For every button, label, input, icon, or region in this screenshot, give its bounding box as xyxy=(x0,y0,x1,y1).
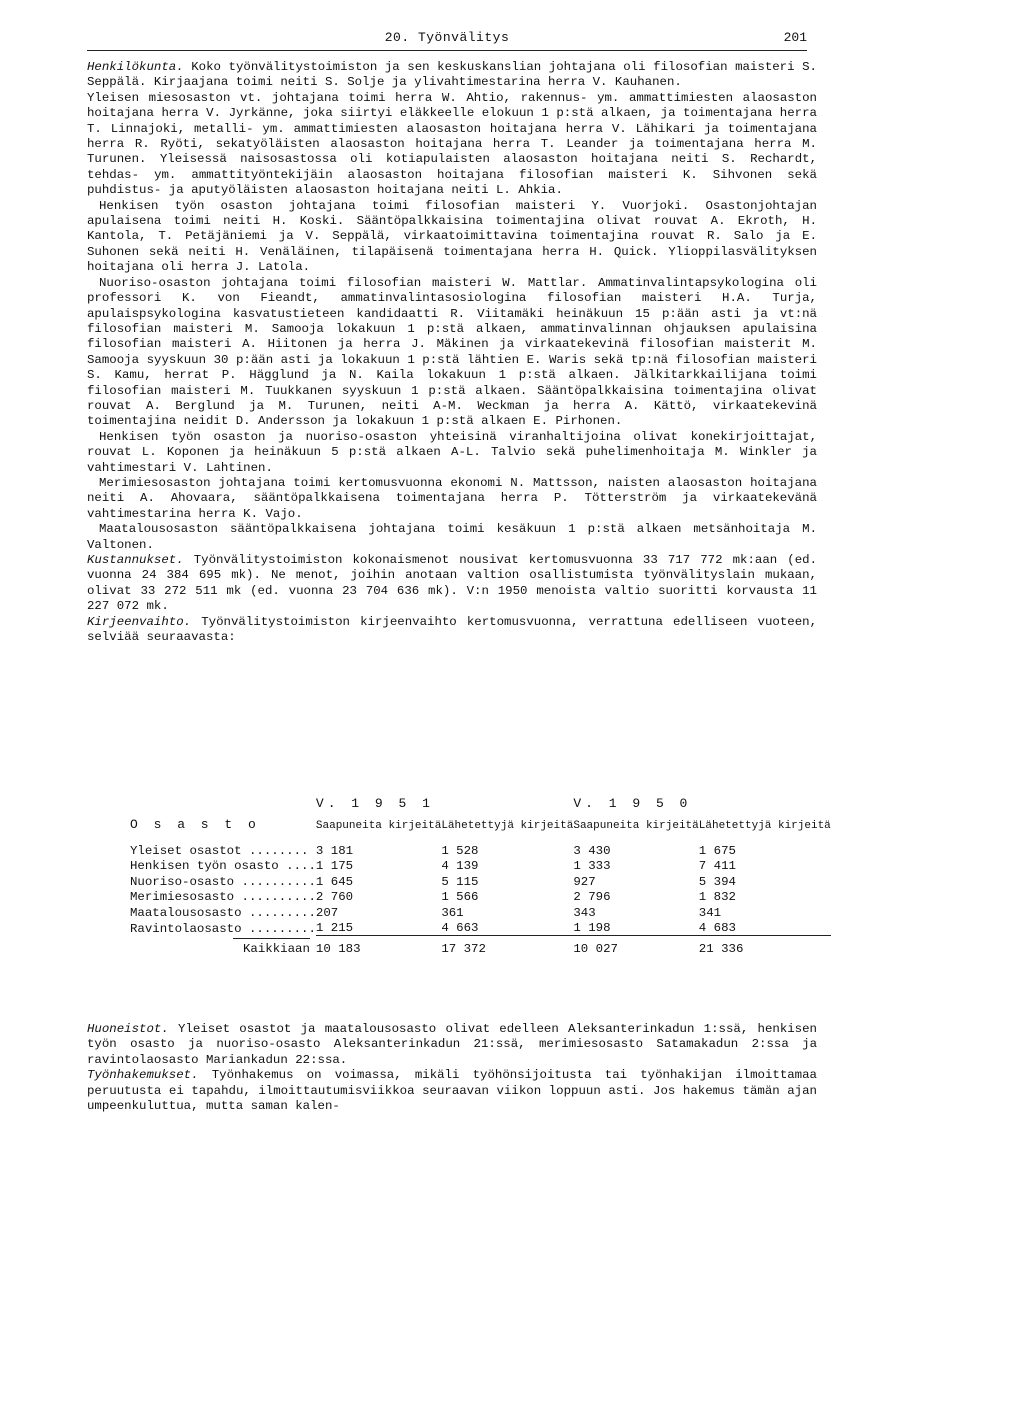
paragraph-lead: Huoneistot. xyxy=(87,1022,169,1036)
paragraph-yhteiset-viranhaltijat xyxy=(87,430,817,476)
paragraph-text: Yleisen miesosaston vt. johtajana toimi herra W. Ahtio, rakennus- ym. ammattimiesten alaosaston hoitajana herra V. Jyrkänne, joka siirtyi eläkkeelle elokuun 1 p:stä alkaen, ja toimentajana herra T. Linnajoki, metalli- ym. ammattimiesten alaosaston hoitajana herra V. Lähikari ja toimentajana herra R. Ryöti, sekatyöläisten alaosaston hoitajana herra T. Leander ja toimentajana herra M. Turunen. Yleisessä naisosastossa oli kotiapulaisten alaosaston hoitajana neiti S. Rechardt, tehdas- ym. ammattityöntekijäin alaosaston hoitajana filosofian maisteri K. Sihvonen sekä puhdistus- ja aputyöläisten alaosaston hoitajana neiti L. Ahkia. xyxy=(87,90,817,198)
dept-cell: Ravintolaosasto ......... xyxy=(130,921,316,936)
total-received-1951-cell: 10 183 xyxy=(316,936,441,956)
received-1951-cell: 1 215 xyxy=(315,921,354,935)
paragraph-text: Koko työnvälitystoimiston ja sen keskuskanslian johtajana oli filosofian maisteri S. Seppälä. Kirjaajana toimi neiti S. Solje ja ylivahtimestarina herra V. Kauhanen. xyxy=(87,60,817,90)
page-header xyxy=(87,26,807,51)
paragraph-text: Maatalousosaston sääntöpalkkaisena johtajana toimi kesäkuun 1 p:stä alkaen metsänhoitaja M. Valtonen. xyxy=(87,522,817,552)
table-row xyxy=(130,904,831,920)
received-1951-cell: 1 645 xyxy=(315,874,354,889)
paragraph-kirjeenvaihto xyxy=(87,615,817,646)
dept-cell: Merimiesosasto .......... xyxy=(130,890,316,904)
sent-1950-cell: 5 394 xyxy=(698,874,736,889)
paragraph-lead: Kustannukset. xyxy=(87,553,184,567)
table-spacer xyxy=(130,832,831,842)
paragraph-text: Työnvälitystoimiston kokonaismenot nousivat kertomusvuonna 33 717 772 mk:aan (ed. vuonna 24 384 695 mk). Ne menot, joihin anotaan valtion osallistumista työnvälityslain mukaan, olivat 33 272 511 mk (ed. vuonna 23 704 636 mk). V:n 1950 menoista valtio suoritti korvausta 11 227 072 mk. xyxy=(87,553,817,614)
total-label: Kaikkiaan xyxy=(233,938,310,956)
total-label-cell xyxy=(130,936,316,956)
running-title: 20. Työnvälitys xyxy=(384,30,510,45)
total-received-1950-cell: 10 027 xyxy=(573,936,698,956)
paragraph-text: Henkisen työn osaston johtajana toimi filosofian maisteri Y. Vuorjoki. Osastonjohtajan apulaisena toimi neiti H. Koski. Sääntöpalkkaisina toimentajina olivat rouvat A. Ekroth, H. Kantola, T. Petäjäniemi ja V. Seppälä, virkaatoimittavina toimentajina rouvat R. Salo ja E. Suhonen sekä neiti H. Venäläinen, tilapäisenä toimentajana herra H. Quick. Ylioppilasvälityksen hoitajana oli herra J. Latola. xyxy=(87,198,817,275)
received-1951-cell: 2 760 xyxy=(315,890,354,904)
received-1951-cell: 3 181 xyxy=(315,843,354,858)
paragraph-huoneistot xyxy=(87,1022,817,1068)
dept-column-header: O s a s t o xyxy=(130,817,260,832)
year-1951-header: V. 1 9 5 1 xyxy=(315,795,434,811)
sent-1951-cell: 4 663 xyxy=(441,921,479,935)
table-row xyxy=(130,920,831,936)
table-row xyxy=(130,842,831,858)
paragraph-tyonhakemukset xyxy=(87,1068,817,1114)
sent-1950-cell: 1 675 xyxy=(698,843,736,858)
paragraph-text: Nuoriso-osaston johtajana toimi filosofian maisteri W. Mattlar. Ammatinvalintapsykologina oli professori K. von Fieandt, ammatinvalintasosiologina filosofian maisteri H.A. Turja, apulaispsykologina kasvatustieteen kandidaatti R. Viitamäki heinäkuun 15 p:ään asti ja vt:nä filosofian maisteri M. Samooja lokakuun 1 p:stä alkaen, ammatinvalinnan ohjauksen apulaisina filosofian maisteri A. Hiitonen ja herra J. Mäkinen ja virkaatekevinä filosofian maisterit M. Samooja syyskuun 30 p:ään asti ja lokakuun 1 p:stä lähtien E. Waris sekä tp:nä filosofian maisteri S. Kamu, herrat P. Hägglund ja N. Kaila lokakuun 1 p:stä alkaen. Jälkitarkkailijana toimi filosofian maisteri M. Tuukkanen syyskuun 1 p:stä alkaen. Sääntöpalkkaisina toimentajina olivat rouvat A. Berglund ja M. Turunen, neiti A-M. Weckman ja herra A. Kättö, virkaatekevinä toimentajina neidit D. Andersson ja lokakuun 1 p:stä alkaen E. Pirhonen. xyxy=(87,275,817,429)
received-1950-cell: 3 430 xyxy=(573,843,611,858)
paragraph-kustannukset xyxy=(87,553,817,615)
paragraph-nuoriso-osasto xyxy=(87,276,817,430)
received-1950-cell: 1 333 xyxy=(573,859,611,873)
paragraph-lead: Henkilökunta. xyxy=(87,60,184,74)
paragraph-text: Merimiesosaston johtajana toimi kertomusvuonna ekonomi N. Mattsson, naisten alaosaston hoitajana neiti A. Ahovaara, sääntöpalkkaisena toimentajana herra P. Tötterström ja virkaatekevänä vahtimestarina herra K. Vajo. xyxy=(87,475,817,521)
paragraph-merimiesosasto xyxy=(87,476,817,522)
total-sent-1951-cell: 17 372 xyxy=(441,936,573,956)
paragraph-lead: Työnhakemukset. xyxy=(87,1068,199,1083)
stats-table xyxy=(130,795,831,956)
received-1951-header: Saapuneita kirjeitä xyxy=(315,820,442,832)
received-1951-cell: 1 175 xyxy=(315,859,354,873)
page-number: 201 xyxy=(783,30,807,45)
paragraph-henkilokunta xyxy=(87,60,817,91)
sent-1951-cell: 1 528 xyxy=(441,843,479,858)
paragraph-henkisen-tyon-osasto xyxy=(87,199,817,276)
received-1950-header: Saapuneita kirjeitä xyxy=(573,820,699,832)
sent-1951-cell: 361 xyxy=(441,905,464,920)
sent-1950-cell: 1 832 xyxy=(698,890,736,904)
dept-header-cell xyxy=(130,795,316,832)
sent-1950-cell: 4 683 xyxy=(698,921,736,935)
paragraph-text: Henkisen työn osaston ja nuoriso-osaston yhteisinä viranhaltijoina olivat konekirjoittajat, rouvat L. Koponen ja heinäkuun 5 p:stä alkaen A-L. Talvio sekä puhelimenhoitaja M. Winkler ja vahtimestari V. Lahtinen. xyxy=(87,429,817,475)
total-sent-1950-cell: 21 336 xyxy=(699,936,831,956)
table-row xyxy=(130,889,831,905)
table-row xyxy=(130,873,831,889)
table-year-header-row xyxy=(130,795,831,817)
received-1950-cell: 1 198 xyxy=(573,921,611,935)
sent-1950-cell: 341 xyxy=(698,905,722,920)
paragraph-yleinen-osasto xyxy=(87,91,817,199)
paragraph-text: Yleiset osastot ja maatalousosasto olivat edelleen Aleksanterinkadun 1:ssä, henkisen työn osasto ja nuoriso-osasto Aleksanterinkadun 21:ssä, merimiesosasto Satamakadun 2:ssa ja ravintolaosasto Mariankadun 22:ssa. xyxy=(87,1022,817,1067)
paragraph-text: Työnvälitystoimiston kirjeenvaihto kertomusvuonna, verrattuna edelliseen vuoteen, selviää seuraavasta: xyxy=(87,614,817,645)
year-1950-header: V. 1 9 5 0 xyxy=(573,795,692,811)
footer-text xyxy=(87,1022,817,1114)
dept-cell: Henkisen työn osasto .... xyxy=(130,859,316,873)
sent-1951-header: Lähetettyjä kirjeitä xyxy=(441,820,574,832)
table-total-row xyxy=(130,936,831,956)
paragraph-maatalousosasto xyxy=(87,522,817,553)
correspondence-table xyxy=(130,795,830,956)
dept-cell: Nuoriso-osasto .......... xyxy=(130,874,316,889)
sent-1951-cell: 5 115 xyxy=(441,874,479,889)
sent-1951-cell: 4 139 xyxy=(441,859,479,873)
received-1950-cell: 343 xyxy=(573,905,596,920)
sent-1950-cell: 7 411 xyxy=(698,859,736,873)
received-1951-cell: 207 xyxy=(315,905,339,920)
received-1950-cell: 927 xyxy=(573,874,596,889)
sent-1951-cell: 1 566 xyxy=(441,890,479,904)
received-1950-cell: 2 796 xyxy=(573,890,611,904)
dept-cell: Maatalousosasto ......... xyxy=(130,905,316,920)
dept-cell: Yleiset osastot ........ xyxy=(130,843,309,858)
sent-1950-header: Lähetettyjä kirjeitä xyxy=(698,820,831,832)
paragraph-text: Työnhakemus on voimassa, mikäli työhönsijoitusta tai työnhakijan ilmoittamaa peruutusta ei tapahdu, ilmoittautumisviikkoa seuraavan viikon loppuun asti. Jos hakemus tämän ajan umpeenkuluttua, mutta saman kalen- xyxy=(87,1068,817,1114)
body-text xyxy=(87,60,817,645)
paragraph-lead: Kirjeenvaihto. xyxy=(87,614,192,629)
table-row xyxy=(130,858,831,874)
